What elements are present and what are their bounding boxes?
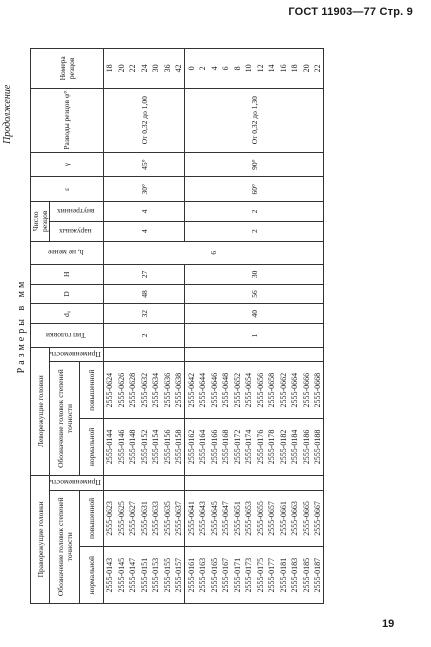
cell-left-increased: 2555-0652: [231, 362, 243, 419]
cell-left-normal: 2555-0144: [103, 419, 115, 476]
cell-left-increased: 2555-0634: [150, 362, 162, 419]
header-designation-right: Обозначение головок степеней точности: [50, 490, 80, 603]
cell-left-increased: 2555-0632: [138, 362, 150, 419]
cell-right-increased: 2555-0657: [266, 490, 278, 547]
document-header: ГОСТ 11903—77 Стр. 9: [288, 6, 413, 18]
cell-left-normal: 2555-0158: [173, 419, 185, 476]
cell-right-applicability: [289, 475, 301, 490]
cell-right-applicability: [254, 475, 266, 490]
cell-right-increased: 2555-0633: [150, 490, 162, 547]
cell-right-normal: 2555-0147: [127, 547, 139, 604]
cell-eps: 60°: [185, 177, 324, 202]
header-increased-left: повышенной: [80, 362, 104, 419]
cell-cutter-number: 22: [312, 49, 324, 89]
cell-left-increased: 2555-0656: [254, 362, 266, 419]
cell-left-normal: 2555-0156: [161, 419, 173, 476]
cell-cutter-number: 10: [243, 49, 255, 89]
cell-tip: 1: [185, 324, 324, 347]
cell-left-increased: 2555-0624: [103, 362, 115, 419]
cell-left-increased: 2555-0664: [289, 362, 301, 419]
header-right-heads: Праворежущие головки: [31, 475, 50, 603]
cell-cutter-number: 36: [161, 49, 173, 89]
cell-D: 56: [185, 284, 324, 304]
cell-left-normal: 2555-0168: [220, 419, 232, 476]
cell-left-normal: 2555-0182: [277, 419, 289, 476]
cell-right-normal: 2555-0143: [103, 547, 115, 604]
cell-gamma: 45°: [103, 152, 185, 177]
header-h: h, не менее: [31, 241, 104, 264]
cell-cutter-number: 14: [266, 49, 278, 89]
cell-left-normal: 2555-0166: [208, 419, 220, 476]
cell-left-increased: 2555-0666: [300, 362, 312, 419]
cell-left-normal: 2555-0162: [185, 419, 197, 476]
cell-left-applicability: [220, 347, 232, 362]
cell-right-increased: 2555-0667: [312, 490, 324, 547]
cell-narug: 2: [185, 221, 324, 241]
cell-right-increased: 2555-0665: [300, 490, 312, 547]
cell-left-normal: 2555-0146: [115, 419, 127, 476]
header-type: Тип головки: [31, 324, 104, 347]
cell-cutter-number: 20: [300, 49, 312, 89]
cell-left-applicability: [277, 347, 289, 362]
cell-right-normal: 2555-0151: [138, 547, 150, 604]
cell-right-applicability: [277, 475, 289, 490]
header-epsilon: ε: [31, 177, 104, 202]
cell-left-applicability: [173, 347, 185, 362]
cell-left-increased: 2555-0644: [197, 362, 209, 419]
header-outer: наружных: [50, 221, 104, 241]
cell-right-increased: 2555-0631: [138, 490, 150, 547]
cell-right-normal: 2555-0155: [161, 547, 173, 604]
cell-cutter-number: 24: [138, 49, 150, 89]
cell-left-increased: 2555-0628: [127, 362, 139, 419]
cell-left-increased: 2555-0626: [115, 362, 127, 419]
cell-left-applicability: [254, 347, 266, 362]
cell-right-applicability: [173, 475, 185, 490]
header-applicability-right: Применяемость: [50, 475, 104, 490]
cell-left-increased: 2555-0658: [266, 362, 278, 419]
cell-left-applicability: [231, 347, 243, 362]
cell-right-applicability: [197, 475, 209, 490]
cell-cutter-number: 4: [208, 49, 220, 89]
cell-cutter-number: 2: [197, 49, 209, 89]
cell-left-normal: 2555-0152: [138, 419, 150, 476]
header-gamma: γ: [31, 152, 104, 177]
cell-cutter-number: 6: [220, 49, 232, 89]
cell-left-normal: 2555-0148: [127, 419, 139, 476]
table-row: [103, 49, 115, 604]
cell-right-normal: 2555-0173: [243, 547, 255, 604]
cell-left-normal: 2555-0188: [312, 419, 324, 476]
cell-cutter-number: 22: [127, 49, 139, 89]
header-designation-left: Обозначение головок степеней точности: [50, 362, 80, 475]
cell-right-normal: 2555-0183: [289, 547, 301, 604]
cell-right-increased: 2555-0645: [208, 490, 220, 547]
header-left-heads: Леворежущие головки: [31, 347, 50, 475]
cell-right-applicability: [161, 475, 173, 490]
cell-left-increased: 2555-0636: [161, 362, 173, 419]
cell-left-increased: 2555-0642: [185, 362, 197, 419]
continuation-label: Продолжение: [2, 84, 13, 144]
cell-cutter-number: 12: [254, 49, 266, 89]
cell-left-increased: 2555-0654: [243, 362, 255, 419]
cell-right-increased: 2555-0653: [243, 490, 255, 547]
cell-right-applicability: [243, 475, 255, 490]
cell-left-increased: 2555-0648: [220, 362, 232, 419]
cell-right-applicability: [127, 475, 139, 490]
cell-right-applicability: [115, 475, 127, 490]
cell-cutter-number: 16: [277, 49, 289, 89]
cell-left-normal: 2555-0164: [197, 419, 209, 476]
cell-right-applicability: [138, 475, 150, 490]
cell-vnutr: 2: [185, 202, 324, 222]
table-row: [185, 49, 197, 604]
cell-cutter-number: 20: [115, 49, 127, 89]
cell-right-applicability: [150, 475, 162, 490]
cell-left-applicability: [197, 347, 209, 362]
cell-d0: 32: [103, 304, 185, 324]
cell-right-normal: 2555-0185: [300, 547, 312, 604]
cell-left-applicability: [300, 347, 312, 362]
cell-right-increased: 2555-0635: [161, 490, 173, 547]
header-D: D: [31, 284, 104, 304]
cell-right-normal: 2555-0153: [150, 547, 162, 604]
cell-cutter-number: 30: [150, 49, 162, 89]
cell-left-applicability: [266, 347, 278, 362]
cell-left-increased: 2555-0662: [277, 362, 289, 419]
cell-left-increased: 2555-0646: [208, 362, 220, 419]
cell-tip: 2: [103, 324, 185, 347]
table-caption: Размеры в мм: [16, 278, 27, 374]
cell-vnutr: 4: [103, 202, 185, 222]
cell-right-increased: 2555-0627: [127, 490, 139, 547]
dimensions-table: [30, 48, 324, 604]
cell-right-normal: 2555-0163: [197, 547, 209, 604]
cell-left-normal: 2555-0178: [266, 419, 278, 476]
header-d0: d₀: [31, 304, 104, 324]
cell-D: 48: [103, 284, 185, 304]
cell-d0: 40: [185, 304, 324, 324]
cell-left-normal: 2555-0154: [150, 419, 162, 476]
cell-right-increased: 2555-0663: [289, 490, 301, 547]
header-increased-right: повышенной: [80, 490, 104, 547]
cell-eps: 30°: [103, 177, 185, 202]
cell-right-applicability: [231, 475, 243, 490]
rotated-page-content: [0, 46, 430, 606]
cell-left-normal: 2555-0184: [289, 419, 301, 476]
cell-right-increased: 2555-0643: [197, 490, 209, 547]
header-normal-right: нормальной: [80, 547, 104, 604]
cell-left-applicability: [150, 347, 162, 362]
cell-cutter-number: 18: [289, 49, 301, 89]
cell-right-increased: 2555-0655: [254, 490, 266, 547]
cell-right-normal: 2555-0145: [115, 547, 127, 604]
cell-left-applicability: [185, 347, 197, 362]
header-inner: внутренних: [50, 202, 104, 222]
cell-narug: 4: [103, 221, 185, 241]
table-body: [103, 49, 324, 604]
cell-left-applicability: [127, 347, 139, 362]
cell-right-applicability: [103, 475, 115, 490]
cell-left-applicability: [161, 347, 173, 362]
cell-left-increased: 2555-0638: [173, 362, 185, 419]
header-normal-left: нормальной: [80, 419, 104, 476]
cell-right-applicability: [312, 475, 324, 490]
cell-left-applicability: [208, 347, 220, 362]
cell-right-increased: 2555-0651: [231, 490, 243, 547]
cell-left-normal: 2555-0186: [300, 419, 312, 476]
cell-left-normal: 2555-0172: [231, 419, 243, 476]
cell-left-normal: 2555-0174: [243, 419, 255, 476]
page-number: 19: [382, 618, 395, 630]
cell-H: 27: [103, 264, 185, 284]
cell-right-increased: 2555-0661: [277, 490, 289, 547]
cell-right-increased: 2555-0647: [220, 490, 232, 547]
cell-right-applicability: [300, 475, 312, 490]
cell-left-applicability: [103, 347, 115, 362]
cell-razvod: От 0,32 до 1,30: [185, 88, 324, 152]
cell-right-increased: 2555-0625: [115, 490, 127, 547]
header-applicability-left: Применяемость: [50, 347, 104, 362]
cell-left-applicability: [312, 347, 324, 362]
cell-right-normal: 2555-0157: [173, 547, 185, 604]
cell-right-normal: 2555-0167: [220, 547, 232, 604]
header-H: H: [31, 264, 104, 284]
cell-left-increased: 2555-0668: [312, 362, 324, 419]
cell-H: 30: [185, 264, 324, 284]
cell-left-normal: 2555-0176: [254, 419, 266, 476]
cell-cutter-number: 42: [173, 49, 185, 89]
cell-right-normal: 2555-0187: [312, 547, 324, 604]
cell-right-increased: 2555-0623: [103, 490, 115, 547]
cell-right-increased: 2555-0637: [173, 490, 185, 547]
cell-left-applicability: [138, 347, 150, 362]
cell-left-applicability: [243, 347, 255, 362]
cell-h: 6: [103, 241, 324, 264]
cell-right-normal: 2555-0161: [185, 547, 197, 604]
cell-razvod: От 0,32 до 1,00: [103, 88, 185, 152]
cell-left-applicability: [289, 347, 301, 362]
cell-right-applicability: [266, 475, 278, 490]
cell-cutter-number: 18: [103, 49, 115, 89]
cell-right-normal: 2555-0165: [208, 547, 220, 604]
cell-right-applicability: [208, 475, 220, 490]
cell-gamma: 90°: [185, 152, 324, 177]
cell-right-normal: 2555-0171: [231, 547, 243, 604]
cell-left-applicability: [115, 347, 127, 362]
cell-right-normal: 2555-0181: [277, 547, 289, 604]
header-cutter-spread: Разводы резцов φ°: [31, 88, 104, 152]
header-cutter-count: Число резцов: [31, 202, 50, 241]
cell-right-increased: 2555-0641: [185, 490, 197, 547]
cell-right-applicability: [220, 475, 232, 490]
header-cutter-numbers: Номера резцов: [31, 49, 104, 89]
cell-cutter-number: 0: [185, 49, 197, 89]
cell-right-applicability: [185, 475, 197, 490]
cell-right-normal: 2555-0177: [266, 547, 278, 604]
cell-cutter-number: 8: [231, 49, 243, 89]
cell-right-normal: 2555-0175: [254, 547, 266, 604]
